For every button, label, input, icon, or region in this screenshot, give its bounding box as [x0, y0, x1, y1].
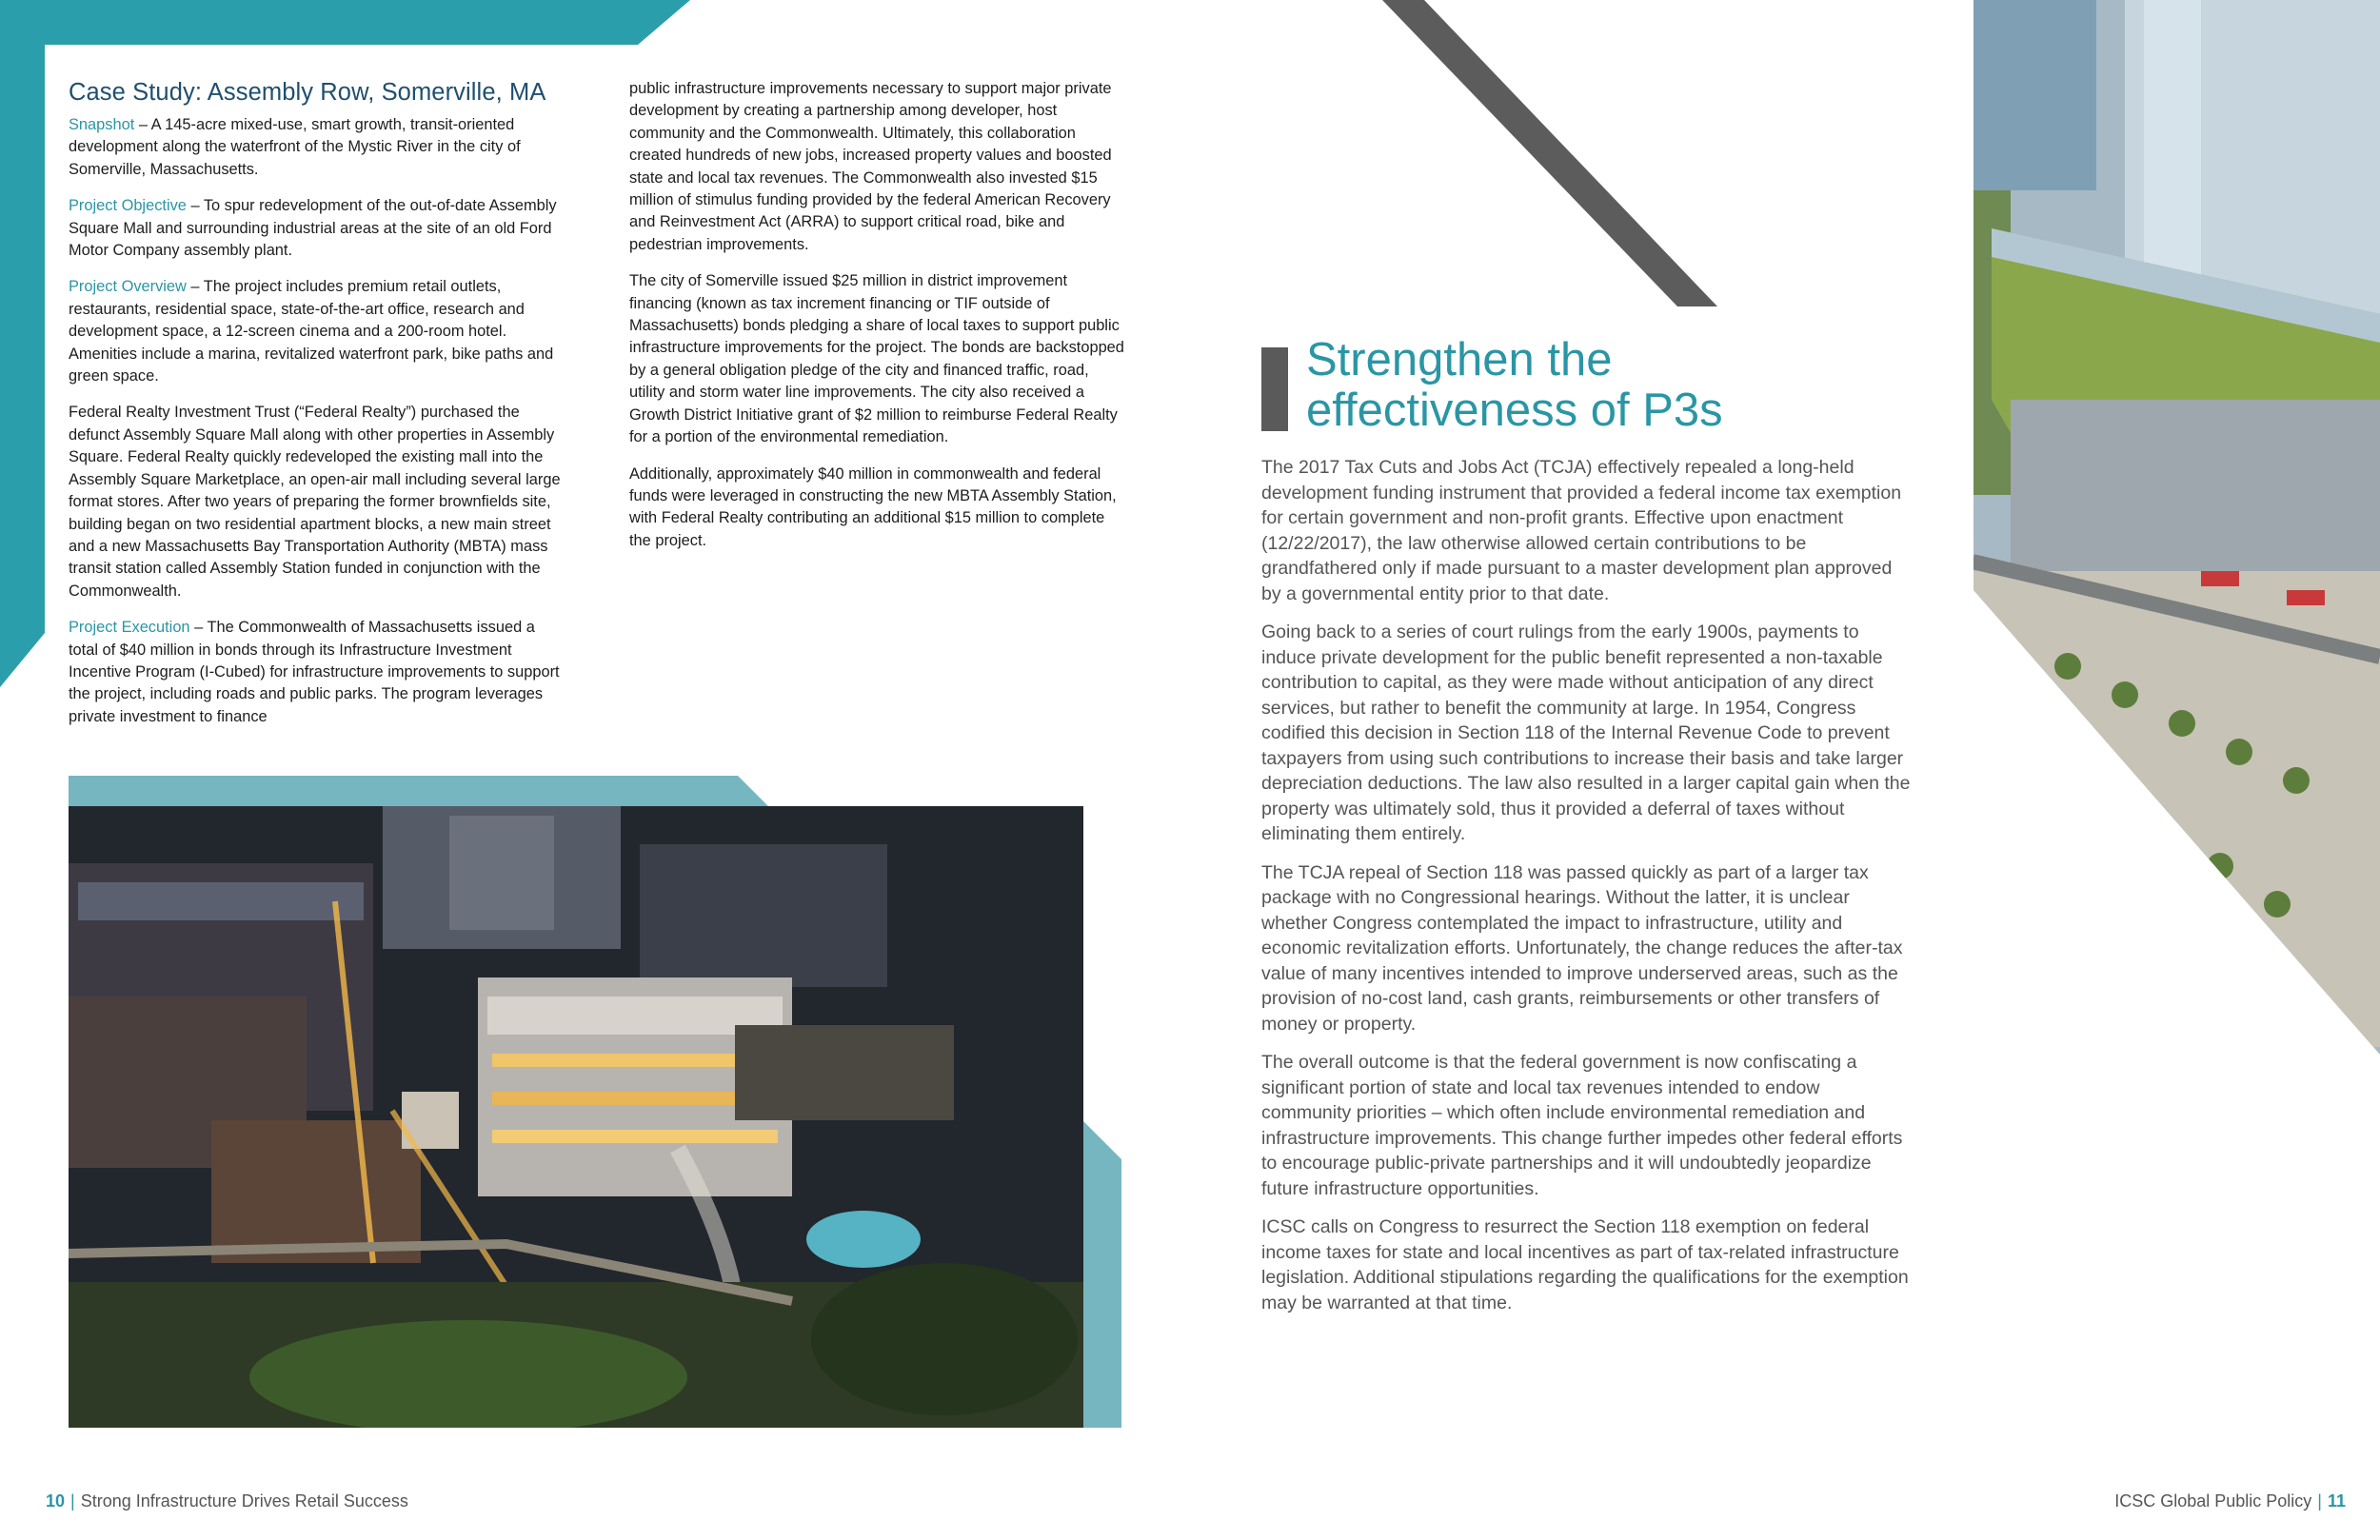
- footer-separator: |: [70, 1491, 75, 1510]
- body-paragraph: Going back to a series of court rulings from the early 1900s, payments to induce private development for the public benefit represented a non-taxable contribution to capital, as they were made without anticipation of any direct services, but rather to benefit the community at large. In 1954, Congress codified this decision in Section 118 of the Internal Revenue Code to prevent taxpayers from using such contributions to increase their basis and take larger depreciation deductions. The law also resulted in a larger capital gain when the property was ultimately sold, thus it provided a deferral of taxes without eliminating them entirely.: [1261, 622, 1911, 844]
- objective-text: – To spur redevelopment of the out-of-date Assembly Square Mall and surrounding industrial areas at the site of an old Ford Motor Company assembly plant.: [69, 197, 557, 260]
- body-paragraph: The overall outcome is that the federal government is now confiscating a significant portion of state and local tax revenues intended to endow community priorities – which often include environmental remediation and infrastructure improvements. This change further impedes other federal efforts to encourage public-private partnerships and it will undoubtedly jeopardize future infrastructure opportunities.: [1261, 1052, 1903, 1199]
- execution-label: Project Execution: [69, 619, 190, 637]
- federal-realty-text: Federal Realty Investment Trust (“Federal Realty”) purchased the defunct Assembly Square Mall along with other properties in Assembly Square. Federal Realty quickly redeveloped the existing mall into the Assembly Square Marketplace, an open-air mall including several large format stores. After two years of preparing the former brownfields site, building began on two residential apartment blocks, a new main street and a new Massachusetts Bay Transportation Authority (MBTA) mass transit station called Assembly Station funded in conjunction with the Commonwealth.: [69, 404, 561, 600]
- assembly-row-aerial-photo: [69, 776, 1121, 1428]
- section-heading: [1306, 335, 1973, 436]
- execution-paragraph: [69, 617, 562, 728]
- heading-line-2: effectiveness of P3s: [1306, 385, 1723, 436]
- body-paragraph: The 2017 Tax Cuts and Jobs Act (TCJA) effectively repealed a long-held development funding instrument that provided a federal income tax exemption for certain government and non-profit grants. Effective upon enactment (12/22/2017), the law otherwise allowed certain contributions to be grandfathered only if made pursuant to a master development plan approved by a governmental entity prior to that date.: [1261, 457, 1902, 604]
- overview-label: Project Overview: [69, 278, 187, 296]
- snapshot-paragraph: [69, 114, 562, 181]
- federal-realty-paragraph: [69, 402, 562, 602]
- left-footer: [46, 1490, 408, 1512]
- night-aerial-image: [69, 806, 1083, 1428]
- col2-paragraph: The city of Somerville issued $25 million in district improvement financing (known as tax increment financing or TIF outside of Massachusetts) bonds pledging a share of local taxes to support public infrastructure improvements for the project. The bonds are backstopped by a general obligation pledge of the city and financed traffic, road, utility and storm water line improvements. The city also received a Growth District Initiative grant of $2 million to reimburse Federal Realty for a portion of the environmental remediation.: [629, 272, 1124, 446]
- body-paragraph: The TCJA repeal of Section 118 was passed quickly as part of a larger tax package with no Congressional hearings. Without the latter, it is unclear whether Congress contemplated the impact to infrastructure, utility and economic revitalization efforts. Unfortunately, the change reduces the after-tax value of many incentives intended to improve underserved areas, such as the provision of no-cost land, cash grants, reimbursements or other transfers of money or property.: [1261, 861, 1903, 1035]
- heading-line-1: Strengthen the: [1306, 334, 1613, 385]
- case-study-title: Case Study: Assembly Row, Somerville, MA: [69, 79, 546, 106]
- heading-accent-bar: [1261, 347, 1288, 431]
- right-footer: [2114, 1490, 2346, 1512]
- col2-paragraph: Additionally, approximately $40 million in commonwealth and federal funds were leveraged in constructing the new MBTA Assembly Station, with Federal Realty contributing an additional $15 million to complete the project.: [629, 464, 1117, 549]
- snapshot-label: Snapshot: [69, 116, 135, 133]
- execution-text: – The Commonwealth of Massachusetts issued a total of $40 million in bonds through its Infrastructure Investment Incentive Program (I-Cubed) for infrastructure improvements to support the project, including roads and public parks. The program leverages private investment to finance: [69, 619, 560, 725]
- right-page-number: 11: [2327, 1491, 2346, 1510]
- overview-paragraph: [69, 276, 562, 387]
- teal-corner-band: [0, 0, 690, 45]
- col2-paragraph: public infrastructure improvements necessary to support major private development by creating a partnership among developer, host community and the Commonwealth. Ultimately, this collaboration created hundreds of new jobs, increased property values and boosted state and local tax revenues. The Commonwealth also invested $15 million of stimulus funding provided by the federal American Recovery and Reinvestment Act (ARRA) to support critical road, bike and pedestrian improvements.: [629, 80, 1112, 253]
- text-column-1: [69, 76, 562, 742]
- left-footer-text: Strong Infrastructure Drives Retail Success: [80, 1491, 408, 1510]
- right-footer-text: ICSC Global Public Policy: [2114, 1491, 2312, 1510]
- footer-separator: |: [2317, 1491, 2322, 1510]
- text-column-2: [629, 78, 1125, 566]
- section-body: [1261, 455, 1911, 1329]
- left-page-number: 10: [46, 1491, 66, 1510]
- objective-label: Project Objective: [69, 197, 187, 215]
- teal-side-band: [0, 0, 45, 687]
- body-paragraph: ICSC calls on Congress to resurrect the Section 118 exemption on federal income taxes for state and local incentives as part of tax-related infrastructure legislation. Additional stipulations regarding the qualifications for the exemption may be warranted at that time.: [1261, 1216, 1909, 1313]
- snapshot-text: – A 145-acre mixed-use, smart growth, transit-oriented development along the waterfront of the Mystic River in the city of Somerville, Massachusetts.: [69, 116, 521, 178]
- overview-text: – The project includes premium retail outlets, restaurants, residential space, state-of-the-art office, research and development space, a 12-screen cinema and a 200-room hotel. Amenities include a marina, revitalized waterfront park, bike paths and green space.: [69, 278, 554, 385]
- objective-paragraph: [69, 195, 562, 262]
- case-study-section: [69, 76, 1125, 742]
